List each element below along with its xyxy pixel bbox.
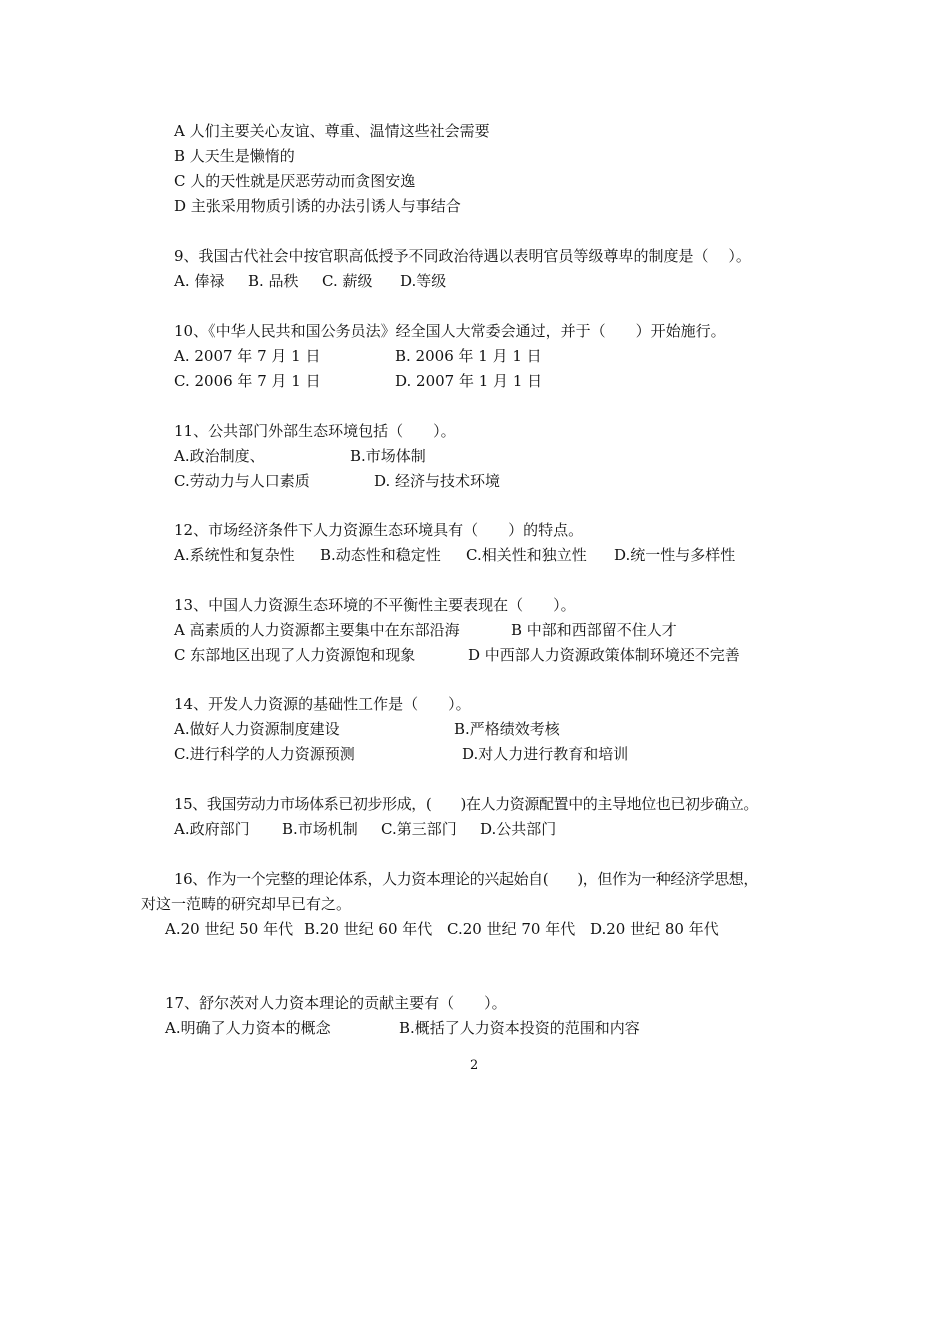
q16-stem-line-1: 16、作为一个完整的理论体系，人力资本理论的兴起始自( )，但作为一种经济学思想， <box>174 870 758 888</box>
q13-option-d: D 中西部人力资源政策体制环境还不完善 <box>468 646 740 664</box>
q11-stem: 11、公共部门外部生态环境包括（ ）。 <box>174 422 456 440</box>
q8-option-d: D 主张采用物质引诱的办法引诱人与事结合 <box>174 197 461 215</box>
q15-option-b: B.市场机制 <box>282 820 358 838</box>
q15-option-d: D.公共部门 <box>480 820 557 838</box>
q10-option-b: B. 2006 年 1 月 1 日 <box>395 347 542 365</box>
q13-option-c: C 东部地区出现了人力资源饱和现象 <box>174 646 416 664</box>
q12-stem: 12、市场经济条件下人力资源生态环境具有（ ）的特点。 <box>174 521 584 539</box>
q15-option-a: A.政府部门 <box>174 820 250 838</box>
q9-option-c: C. 薪级 <box>322 272 373 290</box>
q14-option-c: C.进行科学的人力资源预测 <box>174 745 355 763</box>
q8-option-b: B 人天生是懒惰的 <box>174 147 295 165</box>
q9-option-b: B. 品秩 <box>248 272 299 290</box>
q16-option-c: C.20 世纪 70 年代 <box>447 920 576 938</box>
q17-option-b: B.概括了人力资本投资的范围和内容 <box>399 1019 640 1037</box>
q15-option-c: C.第三部门 <box>381 820 457 838</box>
q12-option-b: B.动态性和稳定性 <box>320 546 441 564</box>
q12-option-a: A.系统性和复杂性 <box>174 546 295 564</box>
q8-option-c: C 人的天性就是厌恶劳动而贪图安逸 <box>174 172 416 190</box>
q14-option-a: A.做好人力资源制度建设 <box>174 720 340 738</box>
q11-option-a: A.政治制度、 <box>174 447 265 465</box>
q13-option-a: A 高素质的人力资源都主要集中在东部沿海 <box>174 621 460 639</box>
q16-option-a: A.20 世纪 50 年代 <box>165 920 294 938</box>
q12-option-d: D.统一性与多样性 <box>614 546 736 564</box>
q11-option-b: B.市场体制 <box>350 447 426 465</box>
q9-option-d: D.等级 <box>400 272 447 290</box>
q17-stem: 17、舒尔茨对人力资本理论的贡献主要有（ ）。 <box>165 994 507 1012</box>
q10-stem: 10、《中华人民共和国公务员法》经全国人大常委会通过，并于（ ）开始施行。 <box>174 322 726 340</box>
q9-option-a: A. 俸禄 <box>174 272 225 290</box>
q10-option-c: C. 2006 年 7 月 1 日 <box>174 372 321 390</box>
page-number: 2 <box>470 1058 479 1073</box>
q13-stem: 13、中国人力资源生态环境的不平衡性主要表现在（ ）。 <box>174 596 576 614</box>
q17-option-a: A.明确了人力资本的概念 <box>165 1019 331 1037</box>
q13-option-b: B 中部和西部留不住人才 <box>511 621 677 639</box>
q16-option-b: B.20 世纪 60 年代 <box>304 920 433 938</box>
q16-stem-line-2: 对这一范畴的研究却早已有之。 <box>141 895 352 913</box>
q15-stem: 15、我国劳动力市场体系已初步形成，( )在人力资源配置中的主导地位也已初步确立。 <box>174 795 758 813</box>
q14-option-d: D.对人力进行教育和培训 <box>462 745 629 763</box>
q8-option-a: A 人们主要关心友谊、尊重、温情这些社会需要 <box>174 122 490 140</box>
q12-option-c: C.相关性和独立性 <box>466 546 587 564</box>
q14-stem: 14、开发人力资源的基础性工作是（ ）。 <box>174 695 471 713</box>
q16-option-d: D.20 世纪 80 年代 <box>590 920 719 938</box>
q14-option-b: B.严格绩效考核 <box>454 720 560 738</box>
q11-option-d: D. 经济与技术环境 <box>374 472 501 490</box>
q9-stem: 9、我国古代社会中按官职高低授予不同政治待遇以表明官员等级尊卑的制度是（ ）。 <box>174 247 751 265</box>
q11-option-c: C.劳动力与人口素质 <box>174 472 310 490</box>
q10-option-a: A. 2007 年 7 月 1 日 <box>174 347 321 365</box>
q10-option-d: D. 2007 年 1 月 1 日 <box>395 372 543 390</box>
